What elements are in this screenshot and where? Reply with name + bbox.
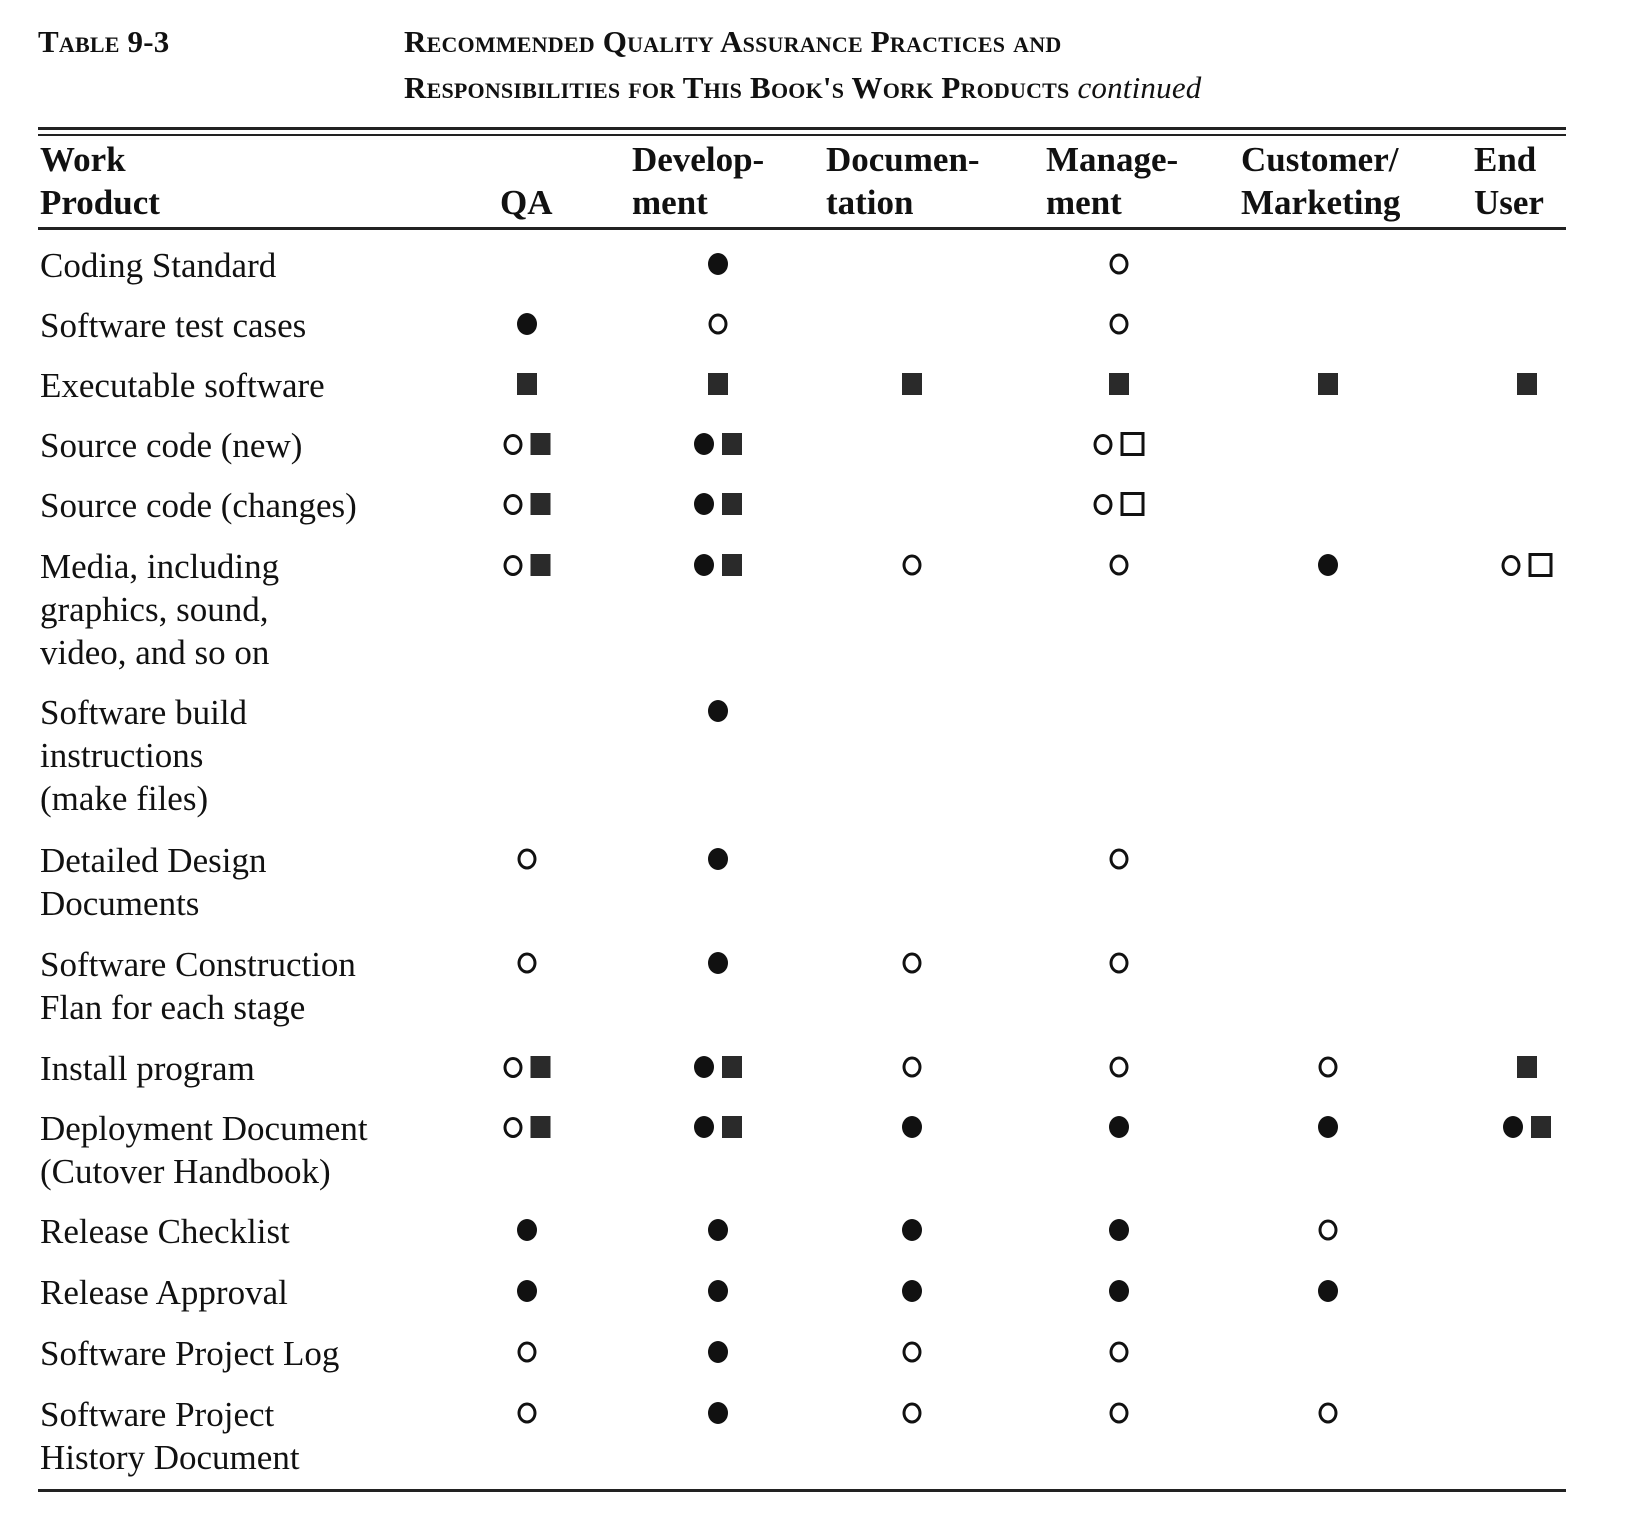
row-label <box>40 1271 288 1314</box>
row-label-line: Release Approval <box>40 1273 288 1312</box>
open-circle-icon <box>518 1342 537 1363</box>
filled-square-icon <box>708 373 728 395</box>
filled-circle-icon <box>1318 1280 1338 1302</box>
table-cell <box>518 1403 537 1424</box>
row-label-line: Coding Standard <box>40 246 277 285</box>
row-label-line: Release Checklist <box>40 1212 290 1251</box>
table-cell <box>708 373 728 395</box>
row-label-line: (Cutover Handbook) <box>40 1152 331 1191</box>
open-circle-icon <box>1319 1220 1338 1241</box>
table-cell <box>1517 1056 1537 1078</box>
filled-square-icon <box>722 1056 742 1078</box>
filled-circle-icon <box>1318 1116 1338 1138</box>
row-label <box>40 1332 339 1375</box>
filled-circle-icon <box>708 848 728 870</box>
filled-square-icon <box>722 493 742 515</box>
filled-circle-icon <box>708 952 728 974</box>
row-label-line: graphics, sound, <box>40 590 269 629</box>
table-title-line-2 <box>404 70 1201 106</box>
filled-square-icon <box>531 493 551 515</box>
open-circle-icon <box>1319 1057 1338 1078</box>
table-cell <box>1109 373 1129 395</box>
table-cell <box>903 1403 922 1424</box>
table-cell <box>1503 1116 1551 1138</box>
table-cell <box>708 1219 728 1241</box>
table-title-line-1: Recommended Quality Assurance Practices and <box>404 24 1062 59</box>
open-circle-icon <box>903 1057 922 1078</box>
filled-square-icon <box>531 433 551 455</box>
table-cell <box>518 849 537 870</box>
table-cell <box>708 1341 728 1363</box>
table-cell <box>504 554 551 576</box>
open-circle-icon <box>504 494 523 515</box>
filled-circle-icon <box>708 700 728 722</box>
row-label <box>40 1047 255 1090</box>
open-circle-icon <box>1110 555 1129 576</box>
table-cell <box>1319 1403 1338 1424</box>
filled-circle-icon <box>1109 1219 1129 1241</box>
filled-circle-icon <box>694 1116 714 1138</box>
open-circle-icon <box>903 1342 922 1363</box>
table-cell <box>1110 314 1129 335</box>
header-management: Manage- ment <box>1046 140 1179 222</box>
filled-circle-icon <box>517 313 537 335</box>
filled-circle-icon <box>708 1219 728 1241</box>
table-cell <box>1319 1057 1338 1078</box>
filled-square-icon <box>902 373 922 395</box>
row-label-line: Software Project Log <box>40 1334 340 1373</box>
table-cell <box>903 1342 922 1363</box>
filled-circle-icon <box>708 1402 728 1424</box>
filled-circle-icon <box>517 1280 537 1302</box>
header-qa: QA <box>500 183 553 222</box>
row-label <box>40 943 356 1029</box>
row-label-line: Source code (new) <box>40 426 303 465</box>
header-development: Develop- ment <box>632 140 765 222</box>
filled-circle-icon <box>1109 1280 1129 1302</box>
open-circle-icon <box>1110 1057 1129 1078</box>
table-cell <box>517 373 537 395</box>
table-number: Table 9-3 <box>38 24 170 59</box>
open-circle-icon <box>518 849 537 870</box>
table-cell <box>1318 1116 1338 1138</box>
table-cell <box>517 313 537 335</box>
row-label-line: instructions <box>40 736 204 775</box>
filled-circle-icon <box>708 1341 728 1363</box>
open-circle-icon <box>1110 849 1129 870</box>
table-cell <box>504 1116 551 1138</box>
table-cell <box>1110 1057 1129 1078</box>
row-label-line: Software Construction <box>40 945 356 984</box>
table-cell <box>694 1056 742 1078</box>
filled-circle-icon <box>902 1219 922 1241</box>
table-cell <box>1318 554 1338 576</box>
header-customer-marketing: Customer/ Marketing <box>1241 140 1401 222</box>
open-circle-icon <box>504 434 523 455</box>
open-square-icon <box>1121 432 1145 456</box>
row-label-line: Software test cases <box>40 306 307 345</box>
table-cell <box>694 1116 742 1138</box>
open-circle-icon <box>709 314 728 335</box>
table-cell <box>902 1116 922 1138</box>
table-cell <box>694 433 742 455</box>
open-circle-icon <box>518 1403 537 1424</box>
table-cell <box>1110 555 1129 576</box>
open-circle-icon <box>504 1057 523 1078</box>
table-cell <box>708 848 728 870</box>
table-cell <box>504 493 551 515</box>
table-cell <box>1109 1280 1129 1302</box>
header-documentation: Documen- tation <box>826 140 980 222</box>
table-cell <box>694 493 742 515</box>
open-circle-icon <box>1110 254 1129 275</box>
open-circle-icon <box>903 953 922 974</box>
table-cell <box>518 953 537 974</box>
filled-square-icon <box>1109 373 1129 395</box>
filled-square-icon <box>722 433 742 455</box>
open-circle-icon <box>1502 555 1521 576</box>
open-circle-icon <box>1110 953 1129 974</box>
row-label-line: (make files) <box>40 779 209 818</box>
open-circle-icon <box>504 555 523 576</box>
open-circle-icon <box>903 1403 922 1424</box>
table-cell <box>1094 432 1145 456</box>
open-circle-icon <box>504 1117 523 1138</box>
row-label-line: History Document <box>40 1438 300 1477</box>
row-label-line: Documents <box>40 884 200 923</box>
table-cell <box>903 953 922 974</box>
filled-square-icon <box>1318 373 1338 395</box>
filled-circle-icon <box>1503 1116 1523 1138</box>
open-circle-icon <box>1319 1403 1338 1424</box>
row-label <box>40 484 357 527</box>
filled-square-icon <box>517 373 537 395</box>
table-cell <box>1094 492 1145 516</box>
filled-circle-icon <box>517 1219 537 1241</box>
filled-circle-icon <box>1318 554 1338 576</box>
table-cell <box>1318 1280 1338 1302</box>
table-cell <box>1110 953 1129 974</box>
filled-circle-icon <box>694 493 714 515</box>
table-cell <box>1109 1219 1129 1241</box>
table-cell <box>1319 1220 1338 1241</box>
row-label <box>40 424 302 467</box>
filled-circle-icon <box>902 1280 922 1302</box>
header-rule <box>38 227 1566 230</box>
open-circle-icon <box>1110 1342 1129 1363</box>
row-label <box>40 364 325 407</box>
row-label-line: video, and so on <box>40 633 270 672</box>
row-label <box>40 304 306 347</box>
filled-square-icon <box>1517 1056 1537 1078</box>
table-cell <box>1110 254 1129 275</box>
filled-square-icon <box>531 1116 551 1138</box>
table-cell <box>709 314 728 335</box>
open-circle-icon <box>1110 314 1129 335</box>
table-cell <box>517 1219 537 1241</box>
bottom-rule <box>38 1489 1566 1492</box>
table-title-text: Responsibilities for This Book's Work Products <box>404 70 1070 105</box>
open-square-icon <box>1529 553 1553 577</box>
row-label-line: Deployment Document <box>40 1109 368 1148</box>
table-cell <box>517 1280 537 1302</box>
table-cell <box>518 1342 537 1363</box>
row-label <box>40 691 247 820</box>
open-circle-icon <box>1094 434 1113 455</box>
filled-circle-icon <box>708 253 728 275</box>
row-label-line: Media, including <box>40 547 280 586</box>
table-cell <box>1517 373 1537 395</box>
table-cell <box>903 1057 922 1078</box>
filled-square-icon <box>1531 1116 1551 1138</box>
row-label-line: Software Project <box>40 1395 275 1434</box>
table-cell <box>1110 849 1129 870</box>
table-cell <box>708 253 728 275</box>
row-label <box>40 1393 300 1479</box>
top-rule <box>38 127 1566 130</box>
row-label-line: Install program <box>40 1049 255 1088</box>
filled-circle-icon <box>1109 1116 1129 1138</box>
header-work-product: Work Product <box>40 140 160 222</box>
row-label-line: Detailed Design <box>40 841 267 880</box>
table-cell <box>1109 1116 1129 1138</box>
row-label <box>40 839 266 925</box>
filled-circle-icon <box>708 1280 728 1302</box>
row-label-line: Source code (changes) <box>40 486 357 525</box>
filled-circle-icon <box>694 1056 714 1078</box>
table-cell <box>1110 1403 1129 1424</box>
row-label-line: Flan for each stage <box>40 988 306 1027</box>
top-rule-2 <box>38 134 1566 136</box>
table-cell <box>504 433 551 455</box>
table-cell <box>902 1219 922 1241</box>
open-circle-icon <box>1110 1403 1129 1424</box>
table-cell <box>504 1056 551 1078</box>
open-circle-icon <box>518 953 537 974</box>
open-square-icon <box>1121 492 1145 516</box>
filled-square-icon <box>722 1116 742 1138</box>
filled-circle-icon <box>694 433 714 455</box>
row-label <box>40 1107 368 1193</box>
row-label-line: Executable software <box>40 366 325 405</box>
row-label <box>40 244 276 287</box>
filled-circle-icon <box>902 1116 922 1138</box>
open-circle-icon <box>1094 494 1113 515</box>
open-circle-icon <box>903 555 922 576</box>
row-label <box>40 545 279 674</box>
row-label-line: Software build <box>40 693 248 732</box>
table-cell <box>708 952 728 974</box>
continued-label: continued <box>1077 70 1202 105</box>
table-cell <box>903 555 922 576</box>
table-cell <box>902 373 922 395</box>
filled-square-icon <box>531 554 551 576</box>
filled-circle-icon <box>694 554 714 576</box>
table-cell <box>1502 553 1553 577</box>
filled-square-icon <box>1517 373 1537 395</box>
table-cell <box>708 1402 728 1424</box>
table-cell <box>1110 1342 1129 1363</box>
table-cell <box>902 1280 922 1302</box>
table-cell <box>708 1280 728 1302</box>
filled-square-icon <box>531 1056 551 1078</box>
filled-square-icon <box>722 554 742 576</box>
row-label <box>40 1210 290 1253</box>
table-cell <box>694 554 742 576</box>
table-cell <box>708 700 728 722</box>
header-end-user: End User <box>1474 140 1544 222</box>
table-cell <box>1318 373 1338 395</box>
